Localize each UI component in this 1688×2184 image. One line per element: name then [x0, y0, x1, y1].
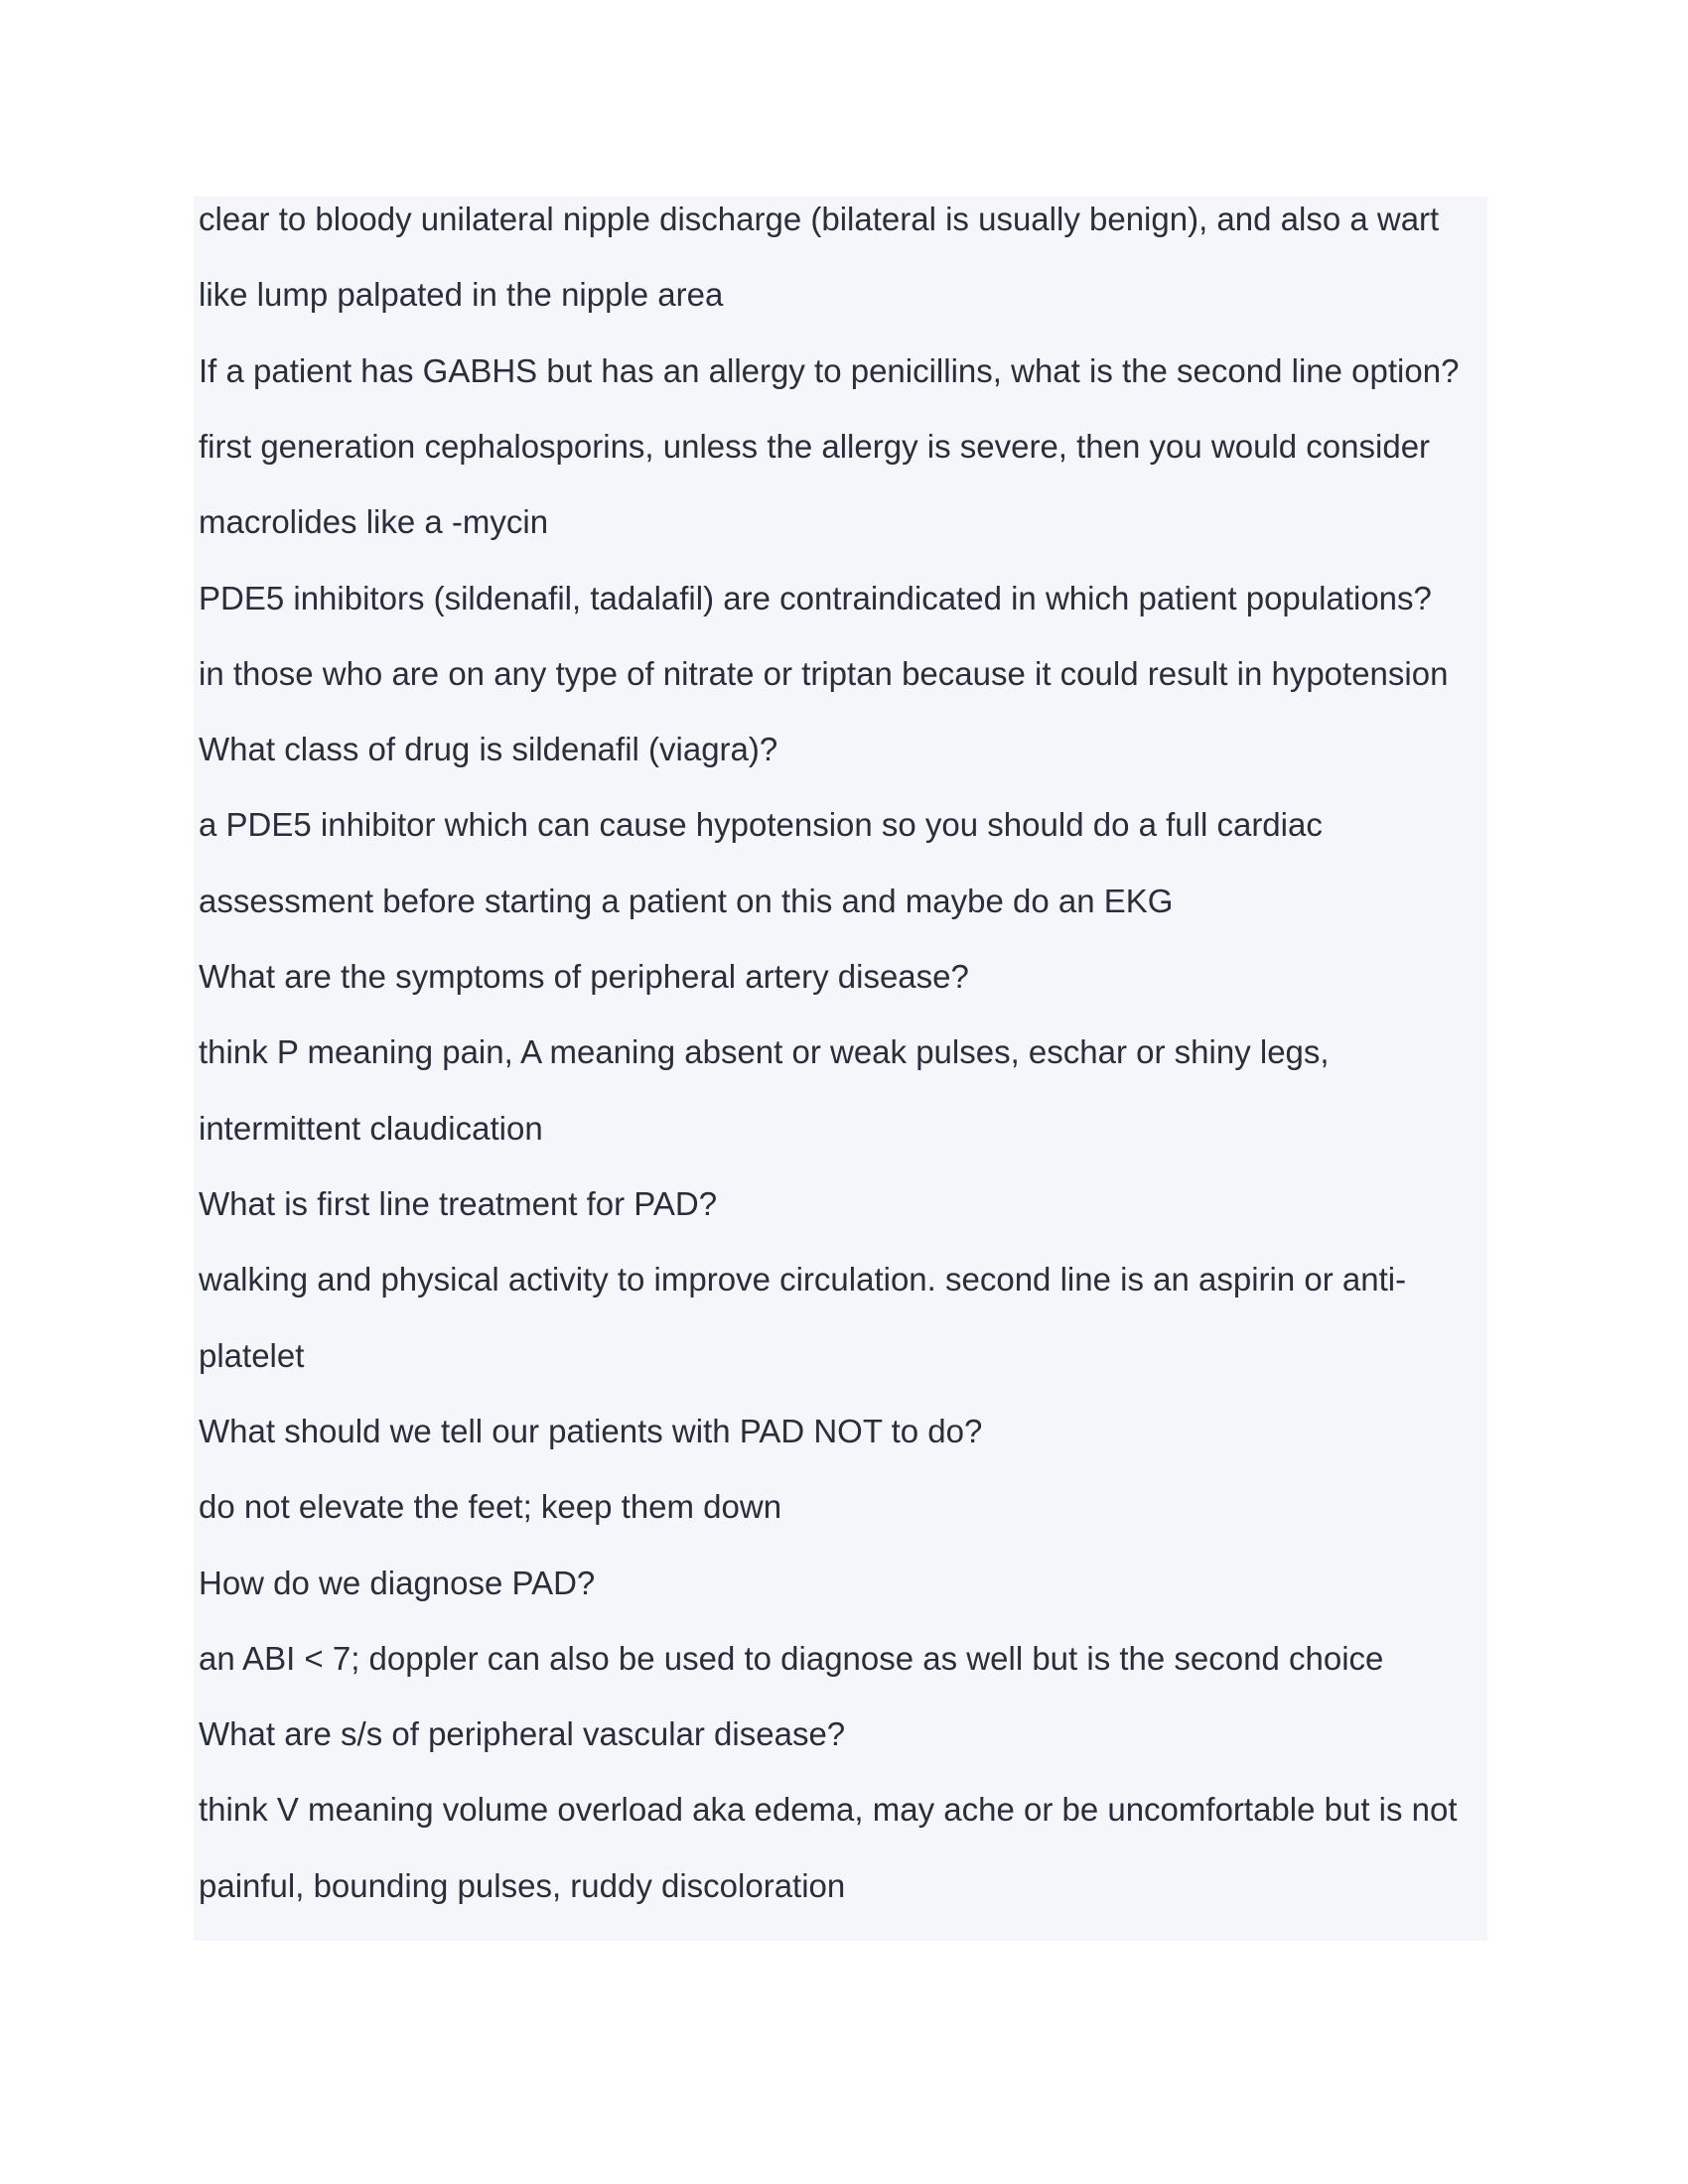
question-text-line: What should we tell our patients with PAD NOT to do? [199, 1413, 983, 1449]
answer-text-line: first generation cephalosporins, unless the allergy is severe, then you would consider [199, 428, 1431, 465]
answer-text-line: think V meaning volume overload aka edema, may ache or be uncomfortable but is not [199, 1791, 1458, 1828]
answer-text-line: like lump palpated in the nipple area [199, 276, 724, 313]
question-text-line: What class of drug is sildenafil (viagra)? [199, 731, 778, 767]
answer-text-line: think P meaning pain, A meaning absent or weak pulses, eschar or shiny legs, [199, 1033, 1330, 1070]
answer-text-line: painful, bounding pulses, ruddy discoloration [199, 1867, 846, 1904]
answer-text-line: assessment before starting a patient on this and maybe do an EKG [199, 883, 1174, 919]
flashcard-text-block [194, 197, 1487, 1941]
answer-text-line: macrolides like a -mycin [199, 503, 549, 540]
question-text-line: What is first line treatment for PAD? [199, 1185, 718, 1222]
answer-text-line: a PDE5 inhibitor which can cause hypotension so you should do a full cardiac [199, 806, 1323, 843]
answer-text-line: clear to bloody unilateral nipple discharge (bilateral is usually benign), and also a wart [199, 201, 1440, 237]
answer-text-line: an ABI < 7; doppler can also be used to diagnose as well but is the second choice [199, 1640, 1384, 1677]
question-text-line: PDE5 inhibitors (sildenafil, tadalafil) are contraindicated in which patient populations? [199, 580, 1432, 616]
answer-text-line: in those who are on any type of nitrate or triptan because it could result in hypotension [199, 655, 1449, 692]
answer-text-line: intermittent claudication [199, 1110, 543, 1147]
answer-text-line: platelet [199, 1337, 305, 1374]
answer-text-line: do not elevate the feet; keep them down [199, 1488, 782, 1525]
question-text-line: What are the symptoms of peripheral artery disease? [199, 958, 969, 995]
question-text-line: How do we diagnose PAD? [199, 1565, 596, 1601]
answer-text-line: walking and physical activity to improve circulation. second line is an aspirin or anti- [199, 1261, 1407, 1297]
question-text-line: If a patient has GABHS but has an allergy to penicillins, what is the second line option? [199, 352, 1460, 389]
question-text-line: What are s/s of peripheral vascular disease? [199, 1715, 846, 1752]
